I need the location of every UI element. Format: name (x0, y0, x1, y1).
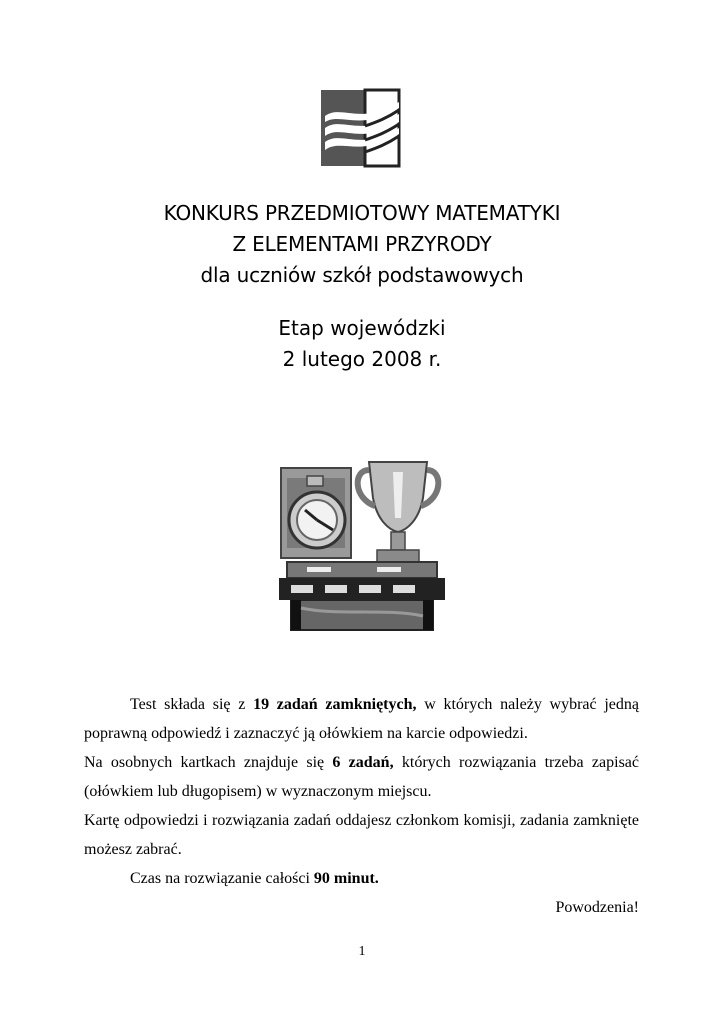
page-number: 1 (358, 944, 366, 959)
instructions (84, 690, 639, 922)
contest-title (0, 198, 724, 291)
title-line-2: Z ELEMENTAMI PRZYRODY (232, 232, 492, 256)
instruction-paragraph-4: Czas na rozwiązanie całości 90 minut. (130, 870, 379, 887)
trophy-stopwatch-books-icon (277, 458, 447, 633)
contest-date: 2 lutego 2008 r. (282, 347, 442, 371)
waves-book-logo (321, 88, 401, 168)
instruction-paragraph-1: Test składa się z 19 zadań zamkniętych, w których należy wybrać jedną poprawną odpowiedź i zaznaczyć ją ołówkiem na karcie odpowiedzi. (84, 696, 640, 742)
title-line-3: dla uczniów szkół podstawowych (200, 263, 524, 287)
instruction-paragraph-2: Na osobnych kartkach znajduje się 6 zadań, których rozwiązania trzeba zapisać (ołówkiem lub długopisem) w wyznaczonym miejscu. (84, 754, 640, 800)
closing-greeting: Powodzenia! (555, 899, 639, 916)
instruction-paragraph-3: Kartę odpowiedzi i rozwiązania zadań oddajesz członkom komisji, zadania zamknięte możesz zabrać. (84, 812, 639, 858)
title-line-1: KONKURS PRZEDMIOTOWY MATEMATYKI (163, 201, 561, 225)
stage-label: Etap wojewódzki (278, 316, 446, 340)
stage-info (0, 313, 724, 375)
